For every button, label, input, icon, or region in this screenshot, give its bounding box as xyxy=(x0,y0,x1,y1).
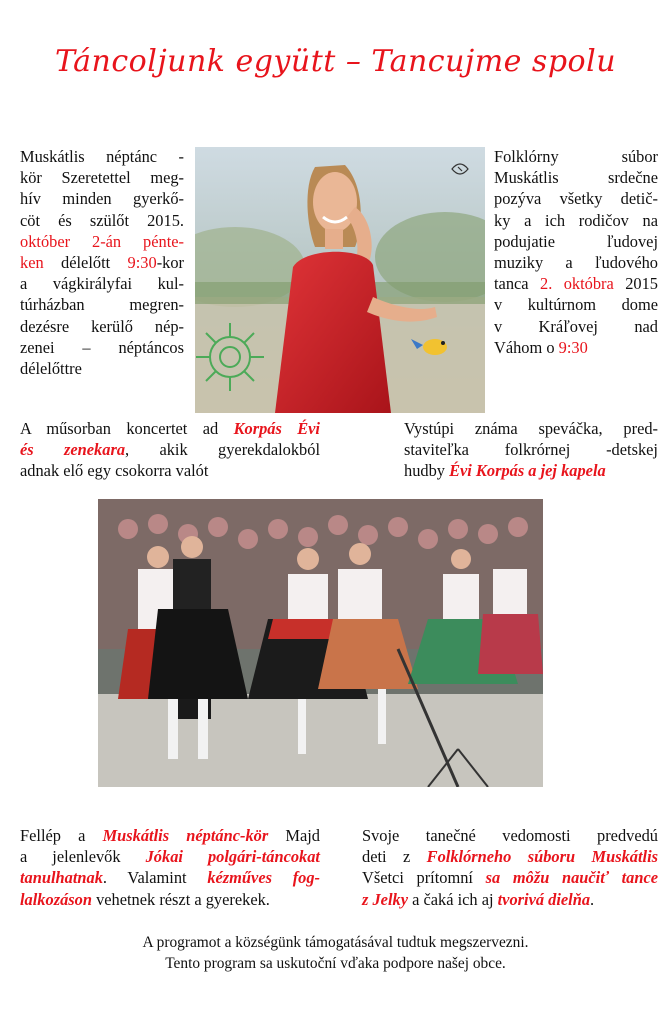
text: Váhom o xyxy=(494,337,559,357)
text-line: podujatie ľudovej xyxy=(494,231,658,251)
text-line xyxy=(20,889,320,910)
activity-name: kézműves fog- xyxy=(207,868,320,888)
performer-name: Korpás Évi xyxy=(233,419,320,438)
text-line xyxy=(20,439,320,460)
text: a jelenlevők xyxy=(20,847,146,867)
text-line xyxy=(20,418,320,439)
text-line xyxy=(494,273,658,294)
text: 2015 xyxy=(613,274,658,294)
activity-name: tanulhatnak xyxy=(20,868,103,888)
text-line: Vystúpi známa speváčka, pred- xyxy=(404,419,658,438)
text-line xyxy=(362,889,658,910)
activity-name: z Jelky xyxy=(362,889,408,909)
text: . Valamint xyxy=(102,868,208,888)
text-line: adnak elő egy csokorra valót xyxy=(20,461,209,481)
text: Fellép a xyxy=(20,826,103,845)
text-line: kör Szeretettel meg- xyxy=(20,168,184,188)
text-line xyxy=(494,337,658,358)
text: hudby xyxy=(404,461,450,481)
text-line: zenei – néptáncos xyxy=(20,337,184,357)
text: Všetci prítomní xyxy=(362,868,486,888)
text-line: cöt és szülőt 2015. xyxy=(20,210,184,230)
poster-title: Táncoljunk együtt – Tancujme spolu xyxy=(54,44,617,79)
sk-intro-text xyxy=(494,146,658,358)
text: délelőtt xyxy=(43,253,128,273)
text-line: Muskátlis srdečne xyxy=(494,168,658,188)
text-line: muziky a ľudového xyxy=(494,253,658,273)
activity-name: sa môžu naučiť tance xyxy=(485,868,658,888)
hu-program-text xyxy=(20,825,320,910)
text: deti z xyxy=(362,847,427,867)
text-line: v kultúrnom dome xyxy=(494,295,658,315)
date-text: október 2-án pénte- xyxy=(20,231,184,251)
text-line xyxy=(20,825,320,846)
group-name: Folklórneho súboru Muskátlis xyxy=(426,847,658,867)
text-line: túrházban megren- xyxy=(20,295,184,315)
sk-program-text xyxy=(362,825,658,910)
text: , akik gyerekdalokból xyxy=(125,440,320,460)
text: tanca xyxy=(494,274,540,294)
text-line: Folklórny súbor xyxy=(494,147,658,166)
text-line xyxy=(20,846,320,867)
text: vehetnek részt a gyerekek. xyxy=(91,889,270,909)
text-line: a vágkirályfai kul- xyxy=(20,274,184,294)
text-line: hív minden gyerkő- xyxy=(20,189,184,209)
text-line xyxy=(362,846,658,867)
date-text: ken xyxy=(20,253,44,273)
text: -kor xyxy=(156,253,184,273)
footer-hu: A programot a községünk támogatásával tudtuk megszervezni. xyxy=(142,934,529,951)
singer-photo xyxy=(195,147,485,413)
activity-name: tvorivá dielňa xyxy=(497,889,591,909)
text: a čaká ich aj xyxy=(407,889,498,909)
text-line xyxy=(404,460,658,481)
sk-concert-text xyxy=(404,418,658,482)
hu-concert-text xyxy=(20,418,320,482)
text-line xyxy=(20,867,320,888)
text: Majd xyxy=(268,826,320,845)
text-line: Muskátlis néptánc - xyxy=(20,147,184,166)
text-line xyxy=(20,252,184,273)
text-line: v Kráľovej nad xyxy=(494,316,658,336)
time-text: 9:30 xyxy=(127,253,157,273)
time-text: 9:30 xyxy=(558,337,588,357)
text-line: ky a ich rodičov na xyxy=(494,210,658,230)
performer-name: és zenekara xyxy=(20,440,126,460)
text-line xyxy=(362,867,658,888)
footer-sk: Tento program sa uskutoční vďaka podpore našej obce. xyxy=(165,955,506,972)
activity-name: lalkozáson xyxy=(20,889,92,909)
text: A műsorban koncertet ad xyxy=(20,419,234,438)
text-line: dezésre kerülő nép- xyxy=(20,316,184,336)
hu-intro-text xyxy=(20,146,184,379)
text-line: staviteľka folkrórnej -detskej xyxy=(404,440,658,460)
text-line: pozýva všetky detič- xyxy=(494,189,658,209)
text-line: Svoje tanečné vedomosti predvedú xyxy=(362,826,658,845)
date-text: 2. októbra xyxy=(540,274,614,294)
activity-name: Jókai polgári-táncokat xyxy=(145,847,320,867)
dancers-photo xyxy=(98,499,543,787)
group-name: Muskátlis néptánc-kör xyxy=(102,826,269,845)
text: . xyxy=(590,889,595,909)
performer-name: Évi Korpás a jej kapela xyxy=(449,461,606,481)
text-line: délelőttre xyxy=(20,359,82,379)
